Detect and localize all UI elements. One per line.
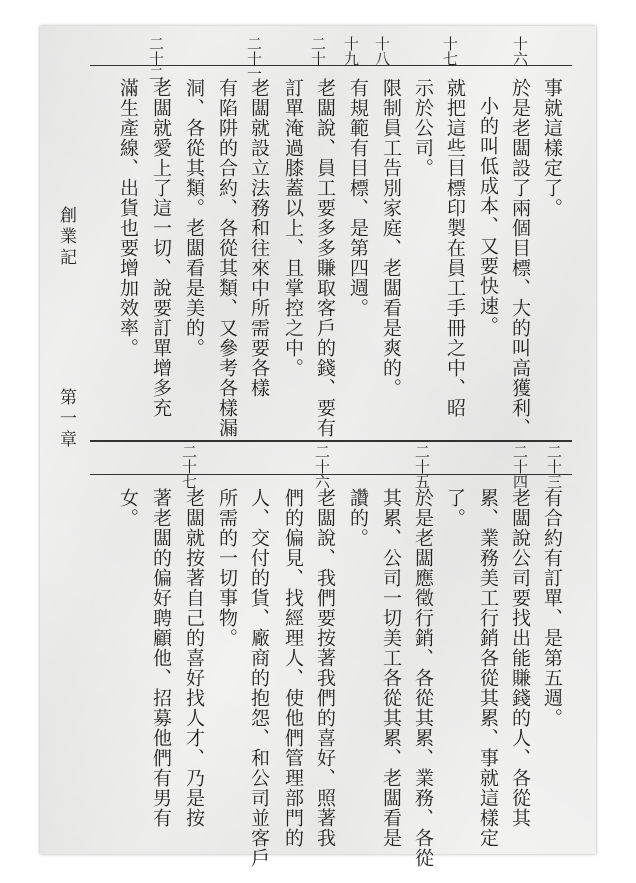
text-column: 訂單淹過膝蓋以上、且掌控之中。 — [282, 78, 304, 378]
text-column: 小的叫低成本、又要快速。 — [477, 96, 499, 336]
verse-number: 十九 — [342, 36, 360, 66]
verse-number: 二十三 — [545, 444, 563, 489]
text-column: 們的偏見、找經理人、使他們管理部門的 — [282, 488, 304, 848]
text-column: 洞、各從其類。老闆看是美的。 — [183, 78, 205, 358]
text-column: 老闆說、我們要按著我們的喜好、照著我 — [314, 488, 336, 848]
text-column: 限制員工告別家庭、老闆看是爽的。 — [380, 78, 402, 398]
chapter-label: 第一章 — [56, 388, 76, 451]
text-column: 於是老闆設了兩個目標、大的叫高獲利、 — [509, 78, 531, 438]
verse-number: 二十五 — [413, 444, 431, 489]
text-column: 老闆說、員工要多多賺取客戶的錢、要有 — [314, 78, 336, 438]
text-column: 示於公司。 — [412, 78, 434, 178]
text-column: 於是老闆應徵行銷、各從其累、業務、各從 — [412, 488, 434, 868]
verse-number: 二十一 — [245, 36, 263, 81]
text-column: 有陷阱的合約、各從其類、又參考各樣漏 — [216, 78, 238, 438]
middle-divider — [90, 440, 572, 442]
verse-number: 十六 — [511, 36, 529, 66]
text-column: 女。 — [117, 488, 139, 528]
text-column: 所需的一切事物。 — [216, 488, 238, 648]
text-column: 老闆說公司要找出能賺錢的人、各從其 — [509, 488, 531, 828]
verse-number: 十七 — [441, 36, 459, 66]
text-column: 老闆就設立法務和往來中所需要各樣 — [248, 78, 270, 398]
text-column: 人、交付的貨、廠商的抱怨、和公司並客戶 — [248, 488, 270, 868]
text-column: 事就這樣定了。 — [541, 78, 563, 218]
middle-subdivider — [90, 474, 572, 475]
text-column: 其累、公司一切美工各從其累、老闆看是 — [380, 488, 402, 848]
text-column: 老闆就按著自己的喜好找人才、乃是按 — [183, 488, 205, 828]
text-column: 有規範有目標、是第四週。 — [347, 78, 369, 318]
verse-number: 二十 — [309, 36, 327, 66]
text-column: 了。 — [444, 488, 466, 528]
text-column: 著老闆的偏好聘顧他、招募他們有男有 — [150, 488, 172, 828]
text-column: 累、業務美工行銷各從其累、事就這樣定 — [477, 488, 499, 848]
verse-number: 二十七 — [180, 444, 198, 489]
book-title: 創業記 — [56, 206, 76, 269]
text-column: 滿生產線、出貨也要增加效率。 — [117, 78, 139, 358]
text-column: 讚的。 — [347, 488, 369, 548]
verse-number: 二十四 — [511, 444, 529, 489]
verse-number: 二十二 — [147, 36, 165, 81]
verse-number: 二十六 — [313, 444, 331, 489]
text-column: 就把這些目標印製在員工手冊之中、昭 — [444, 78, 466, 418]
text-column: 有合約有訂單、是第五週。 — [541, 488, 563, 728]
verse-number: 十八 — [373, 36, 391, 66]
text-column: 老闆就愛上了這一切、說要訂單增多充 — [150, 78, 172, 418]
